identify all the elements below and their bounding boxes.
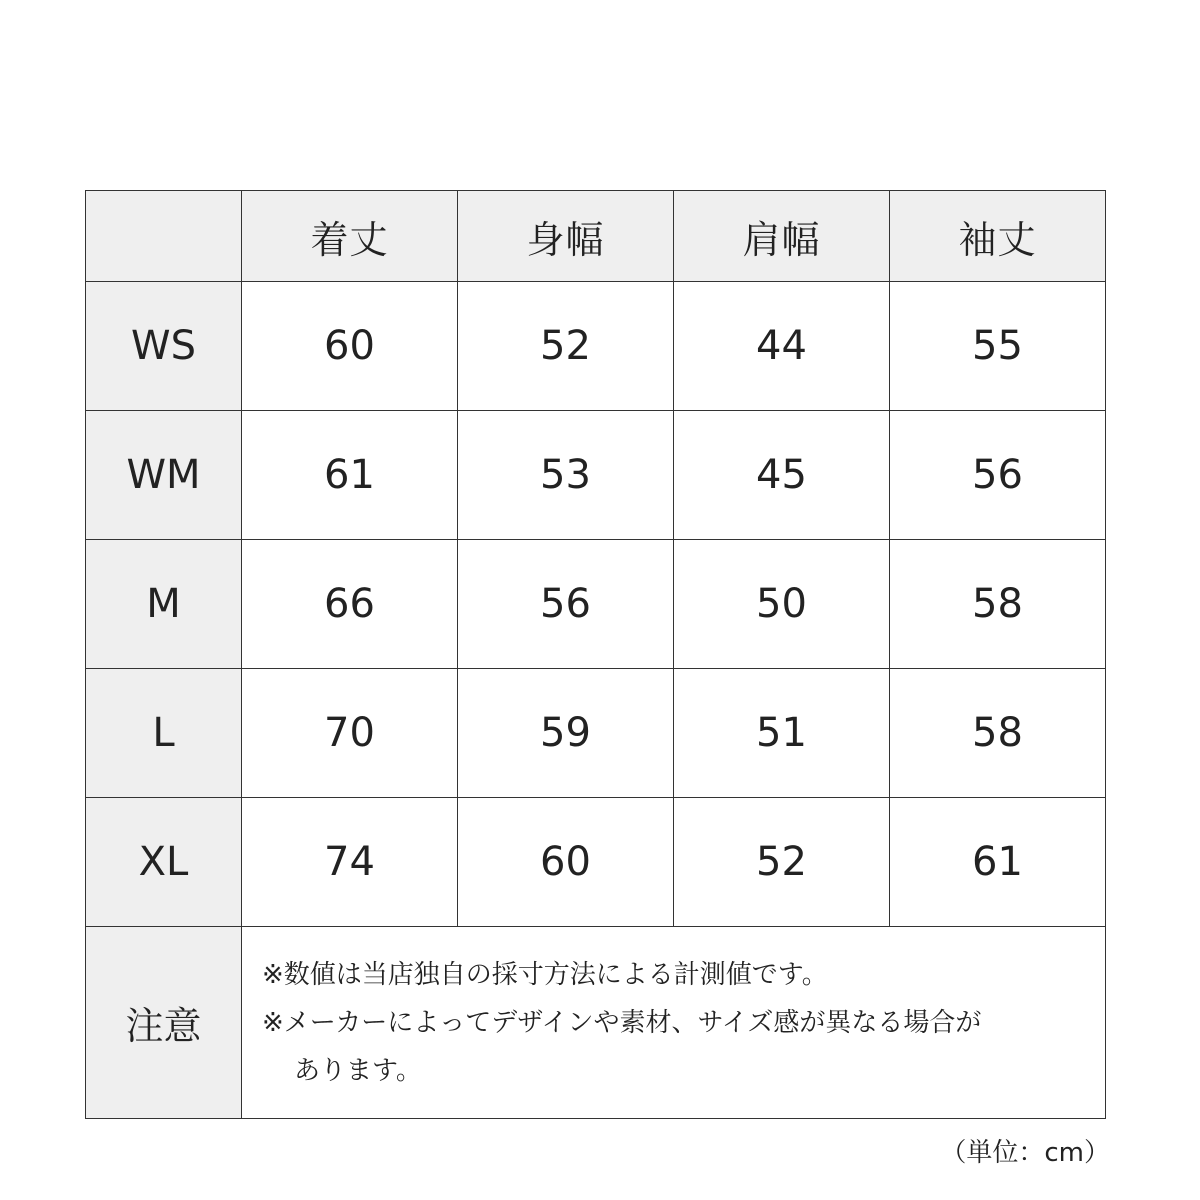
notes-body [242,927,1106,1119]
table-row [86,411,1106,540]
table-cell: 60 [458,798,674,927]
unit-caption: （単位：cm） [940,1138,1110,1168]
note-line: ※数値は当店独自の採寸方法による計測値です。 [262,959,828,990]
table-cell: 44 [674,282,890,411]
header-row [86,191,1106,282]
table-cell: 70 [242,669,458,798]
table-cell: 60 [242,282,458,411]
header-length: 着丈 [242,191,458,282]
header-shoulder-width: 肩幅 [674,191,890,282]
table-cell: 56 [458,540,674,669]
size-label: XL [86,798,242,927]
notes-label: 注意 [86,927,242,1119]
header-body-width: 身幅 [458,191,674,282]
table-cell: 52 [674,798,890,927]
note-line: ※メーカーによってデザインや素材、サイズ感が異なる場合が [262,1007,982,1038]
table-cell: 58 [890,540,1106,669]
note-line: あります。 [294,1055,422,1086]
header-sleeve-length: 袖丈 [890,191,1106,282]
table-cell: 51 [674,669,890,798]
table-cell: 61 [890,798,1106,927]
table-row [86,669,1106,798]
table-cell: 52 [458,282,674,411]
size-label: M [86,540,242,669]
table-cell: 74 [242,798,458,927]
notes-row [86,927,1106,1119]
table-cell: 58 [890,669,1106,798]
table-row [86,282,1106,411]
size-chart-table [85,190,1106,1119]
table-cell: 55 [890,282,1106,411]
size-label: L [86,669,242,798]
header-corner-cell [86,191,242,282]
table-cell: 53 [458,411,674,540]
size-label: WM [86,411,242,540]
size-label: WS [86,282,242,411]
table-cell: 61 [242,411,458,540]
table-cell: 50 [674,540,890,669]
table-row [86,540,1106,669]
table-cell: 66 [242,540,458,669]
table-cell: 56 [890,411,1106,540]
table-row [86,798,1106,927]
table-cell: 45 [674,411,890,540]
table-cell: 59 [458,669,674,798]
